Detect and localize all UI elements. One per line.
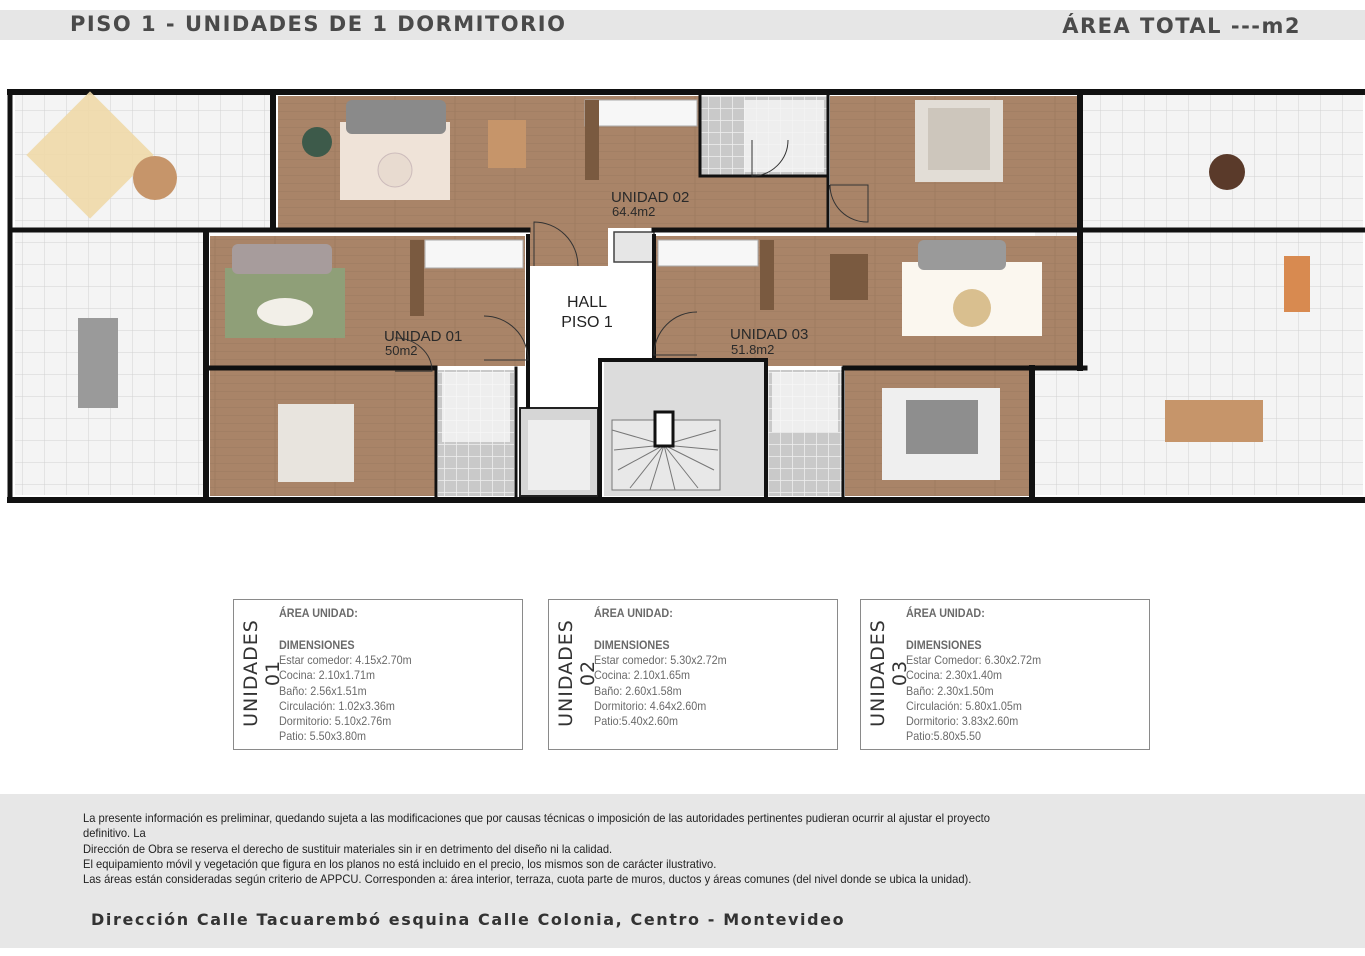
unit01-area: 50m2 bbox=[385, 343, 418, 358]
patio-table-left bbox=[78, 318, 118, 408]
list-item: Patio:5.80x5.50 bbox=[906, 729, 982, 744]
dining-table bbox=[488, 120, 526, 168]
page-title: PISO 1 - UNIDADES DE 1 DORMITORIO bbox=[70, 12, 567, 36]
disclaimer bbox=[83, 811, 1013, 887]
card-dims-list bbox=[279, 653, 412, 745]
kitchen-unit03 bbox=[658, 240, 758, 266]
sofa-unit01 bbox=[232, 244, 332, 274]
card-dims-heading: DIMENSIONES bbox=[594, 638, 670, 652]
list-item: Estar comedor: 4.15x2.70m bbox=[279, 653, 412, 667]
list-item: Estar comedor: 5.30x2.72m bbox=[594, 653, 727, 667]
sofa bbox=[346, 100, 446, 134]
list-item: Dormitorio: 3.83x2.60m bbox=[906, 714, 1019, 729]
kitchen-unit01 bbox=[425, 240, 523, 268]
unit03-area: 51.8m2 bbox=[731, 342, 775, 357]
card-title: UNIDADES 01 bbox=[240, 619, 284, 727]
unit02-entry bbox=[530, 228, 608, 266]
card-title: UNIDADES 03 bbox=[867, 619, 911, 727]
list-item: Cocina: 2.10x1.71m bbox=[279, 668, 376, 683]
card-dims-list bbox=[906, 653, 1041, 745]
hall-label-2: PISO 1 bbox=[561, 314, 613, 331]
elevator-inner bbox=[528, 420, 590, 490]
disclaimer-line: La presente información es preliminar, quedando sujeta a las modificaciones que por causas técnicas o imposición de las autoridades pertinentes pudieran ocurrir al ajustar el proyecto definitivo. La bbox=[83, 811, 990, 841]
address: Dirección Calle Tacuarembó esquina Calle Colonia, Centro - Montevideo bbox=[91, 910, 846, 929]
unit03-name: UNIDAD 03 bbox=[730, 326, 809, 343]
unit02-area: 64.4m2 bbox=[612, 204, 656, 219]
list-item: Patio: 5.50x3.80m bbox=[279, 729, 367, 744]
hall-label-1: HALL bbox=[566, 294, 608, 311]
list-item: Estar Comedor: 6.30x2.72m bbox=[906, 653, 1042, 667]
coffee-table bbox=[378, 153, 412, 187]
list-item: Circulación: 1.02x3.36m bbox=[279, 698, 395, 713]
card-area-label: ÁREA UNIDAD: bbox=[279, 606, 358, 620]
card-area-label: ÁREA UNIDAD: bbox=[594, 606, 673, 620]
disclaimer-line: Dirección de Obra se reserva el derecho de sustituir materiales sin ir en detrimento del diseño ni la calidad. bbox=[83, 841, 613, 856]
unit01-name: UNIDAD 01 bbox=[384, 328, 463, 345]
card-area-label: ÁREA UNIDAD: bbox=[906, 606, 985, 620]
disclaimer-line: Las áreas están consideradas según criterio de APPCU. Corresponden a: área interior, terraza, cuota parte de muros, ductos y áreas comunes (del nivel donde se ubica la unidad). bbox=[83, 872, 972, 887]
unit02-name: UNIDAD 02 bbox=[611, 189, 690, 206]
bed-unit01 bbox=[278, 404, 354, 482]
total-area-label: ÁREA TOTAL ---m2 bbox=[1062, 14, 1301, 38]
list-item: Dormitorio: 4.64x2.60m bbox=[594, 698, 707, 713]
list-item: Cocina: 2.30x1.40m bbox=[906, 668, 1003, 683]
card-unit02 bbox=[548, 599, 838, 750]
list-item: Patio:5.40x2.60m bbox=[594, 714, 679, 729]
list-item: Dormitorio: 5.10x2.76m bbox=[279, 714, 392, 729]
card-title: UNIDADES 02 bbox=[555, 619, 599, 727]
shaft bbox=[614, 232, 654, 262]
patio-bottom-right bbox=[1035, 232, 1363, 495]
sofa-unit03 bbox=[918, 240, 1006, 270]
card-dims-heading: DIMENSIONES bbox=[279, 638, 355, 652]
armchair bbox=[302, 127, 332, 157]
list-item: Circulación: 5.80x1.05m bbox=[906, 698, 1022, 713]
disclaimer-line: El equipamiento móvil y vegetación que figura en los planos no está incluido en el precio, los mismos son de carácter ilustrativo. bbox=[83, 856, 717, 871]
dining-unit03 bbox=[830, 254, 868, 300]
card-unit03 bbox=[860, 599, 1150, 750]
list-item: Baño: 2.30x1.50m bbox=[906, 683, 994, 698]
floor-plan bbox=[0, 80, 1365, 510]
kitchen-counter bbox=[585, 100, 697, 126]
card-unit01 bbox=[233, 599, 523, 750]
card-dims-list bbox=[594, 653, 727, 729]
card-dims-heading: DIMENSIONES bbox=[906, 638, 982, 652]
list-item: Baño: 2.56x1.51m bbox=[279, 683, 367, 698]
list-item: Cocina: 2.10x1.65m bbox=[594, 668, 691, 683]
patio-table-right bbox=[1165, 400, 1263, 442]
list-item: Baño: 2.60x1.58m bbox=[594, 683, 682, 698]
